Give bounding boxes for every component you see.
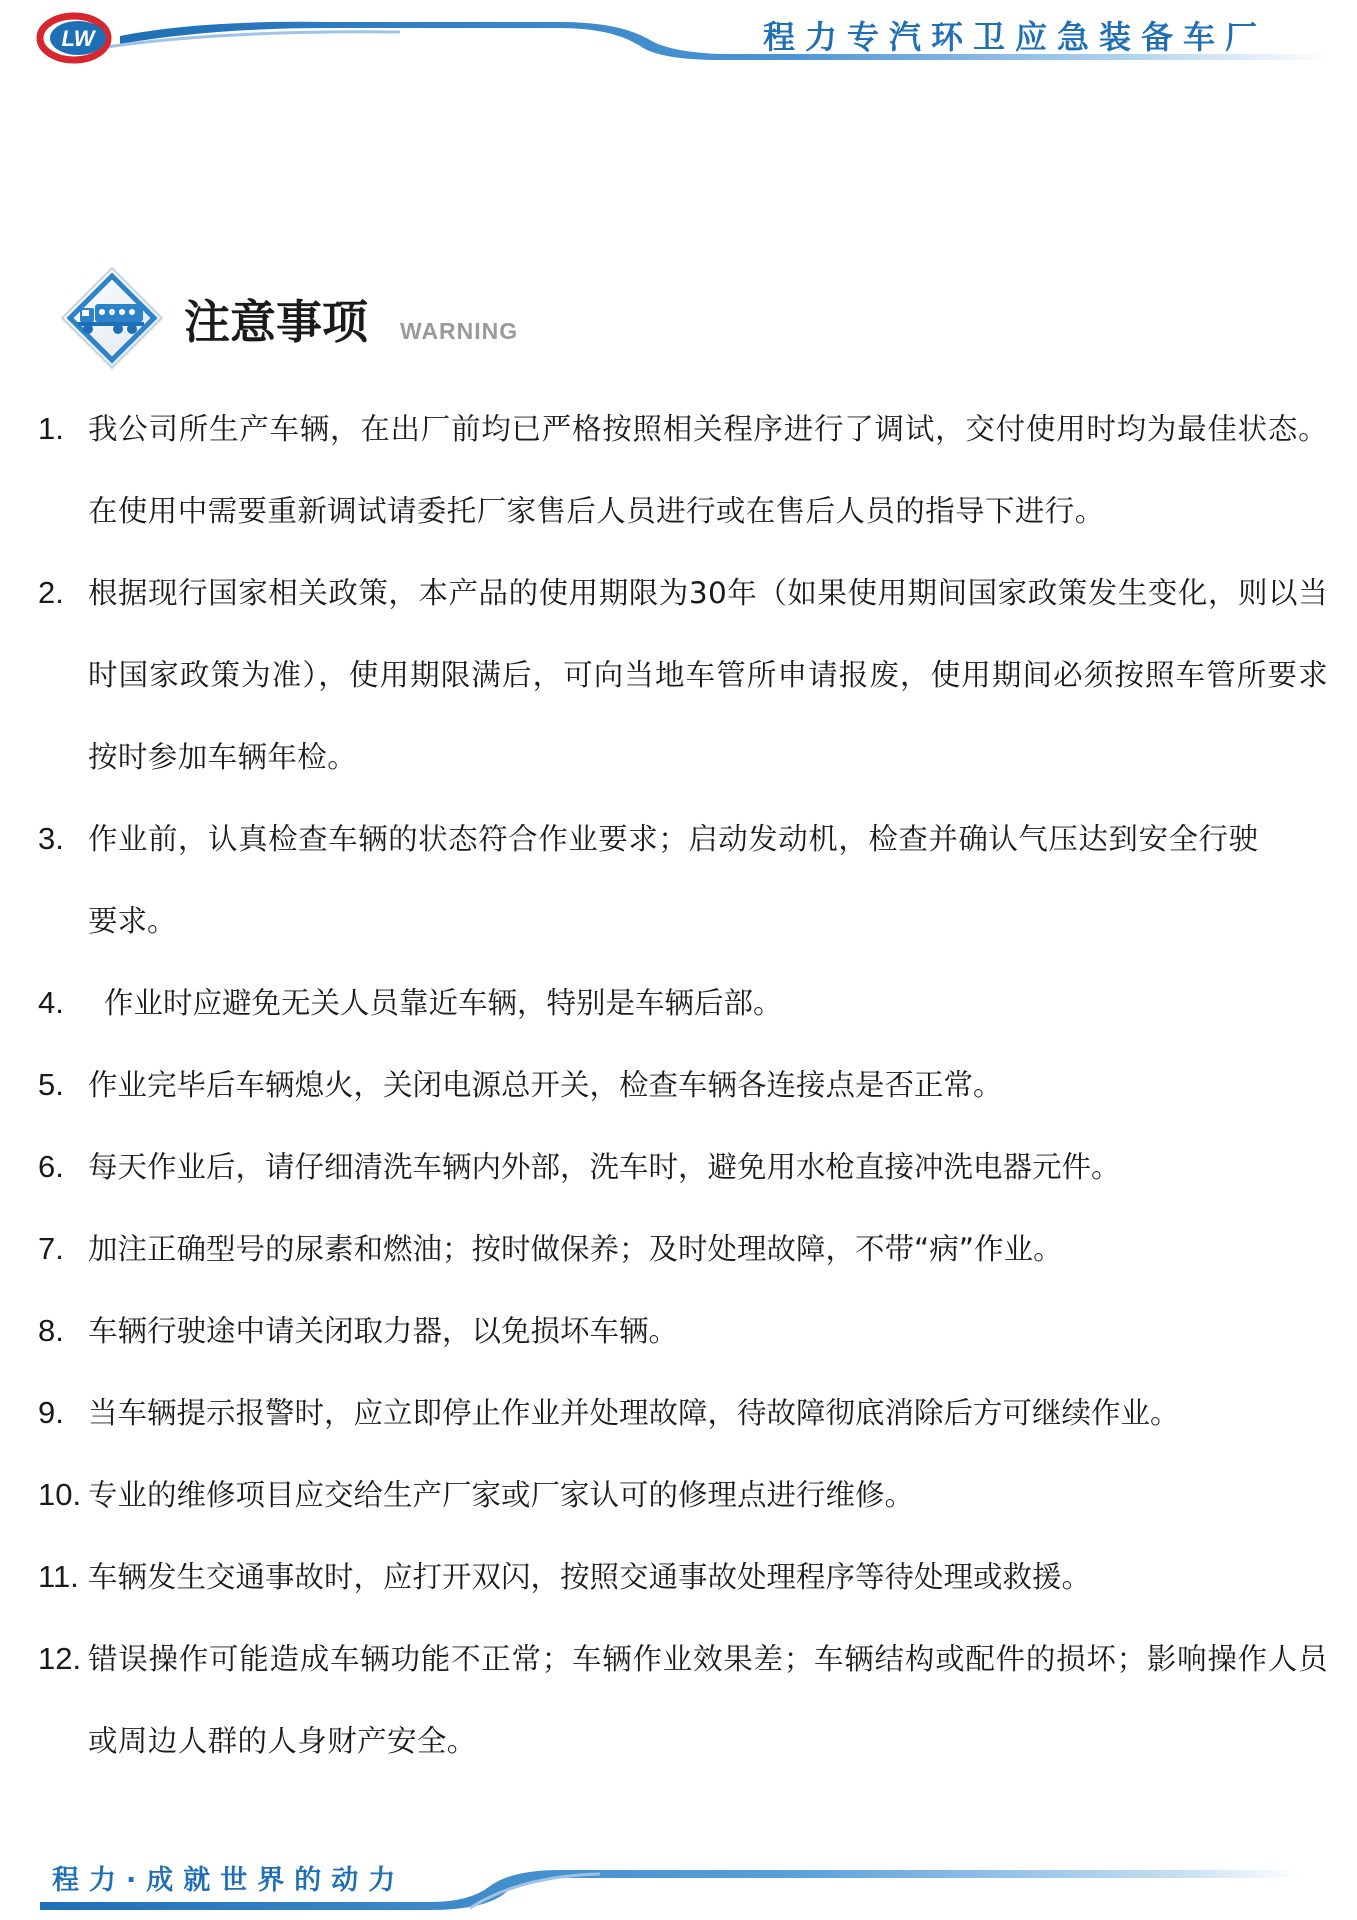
item-text: 加注正确型号的尿素和燃油；按时做保养；及时处理故障，不带“病”作业。	[88, 1232, 1063, 1266]
item-text: 作业完毕后车辆熄火，关闭电源总开关，检查车辆各连接点是否正常。	[88, 1068, 1003, 1102]
item-text: 当车辆提示报警时，应立即停止作业并处理故障，待故障彻底消除后方可继续作业。	[88, 1396, 1180, 1430]
item-number: 10.	[38, 1477, 82, 1512]
item-number: 1.	[38, 411, 64, 446]
section-heading	[56, 262, 656, 382]
section-subtitle: WARNING	[400, 318, 519, 344]
notes-list	[38, 388, 1328, 1782]
item-number: 12.	[38, 1641, 82, 1676]
list-item	[38, 552, 1328, 798]
clw-logo-icon	[36, 12, 116, 64]
item-text: 根据现行国家相关政策，本产品的使用期限为30年（如果使用期间国家政策发生变化，则以当时国家政策为准），使用期限满后，可向当地车管所申请报废，使用期间必须按照车管所要求按时参加车辆年检。	[88, 576, 1328, 774]
page-footer	[0, 1850, 1357, 1920]
list-item	[38, 1290, 1328, 1372]
list-item	[38, 1618, 1328, 1782]
section-title: 注意事项	[184, 295, 368, 349]
item-text: 每天作业后，请仔细清洗车辆内外部，洗车时，避免用水枪直接冲洗电器元件。	[88, 1150, 1121, 1184]
item-number: 5.	[38, 1067, 64, 1102]
footer-slogan: 程力·成就世界的动力	[52, 1865, 406, 1896]
list-item	[38, 962, 1328, 1044]
item-text: 错误操作可能造成车辆功能不正常；车辆作业效果差；车辆结构或配件的损坏；影响操作人员或周边人群的人身财产安全。	[88, 1642, 1328, 1758]
sanitation-truck-icon	[56, 262, 168, 374]
list-item	[38, 798, 1328, 962]
item-number: 8.	[38, 1313, 64, 1348]
list-item	[38, 1044, 1328, 1126]
item-text: 车辆行驶途中请关闭取力器，以免损坏车辆。	[88, 1314, 679, 1348]
item-number: 9.	[38, 1395, 64, 1430]
list-item	[38, 1536, 1328, 1618]
list-item	[38, 1126, 1328, 1208]
item-text: 作业前，认真检查车辆的状态符合作业要求；启动发动机，检查并确认气压达到安全行驶要求。	[88, 822, 1258, 938]
item-number: 3.	[38, 821, 64, 856]
list-item	[38, 1454, 1328, 1536]
list-item	[38, 388, 1328, 552]
page-header	[0, 0, 1357, 80]
item-number: 2.	[38, 575, 64, 610]
item-text: 作业时应避免无关人员靠近车辆，特别是车辆后部。	[104, 986, 783, 1020]
svg-text:LW: LW	[61, 26, 95, 51]
item-number: 6.	[38, 1149, 64, 1184]
item-text: 车辆发生交通事故时，应打开双闪，按照交通事故处理程序等待处理或救援。	[88, 1560, 1092, 1594]
company-title: 程力专汽环卫应急装备车厂	[762, 18, 1267, 56]
item-number: 11.	[38, 1559, 79, 1594]
item-text: 我公司所生产车辆，在出厂前均已严格按照相关程序进行了调试，交付使用时均为最佳状态。在使用中需要重新调试请委托厂家售后人员进行或在售后人员的指导下进行。	[88, 412, 1328, 528]
list-item	[38, 1372, 1328, 1454]
item-number: 7.	[38, 1231, 64, 1266]
list-item	[38, 1208, 1328, 1290]
item-text: 专业的维修项目应交给生产厂家或厂家认可的修理点进行维修。	[88, 1478, 915, 1512]
item-number: 4.	[38, 985, 64, 1020]
